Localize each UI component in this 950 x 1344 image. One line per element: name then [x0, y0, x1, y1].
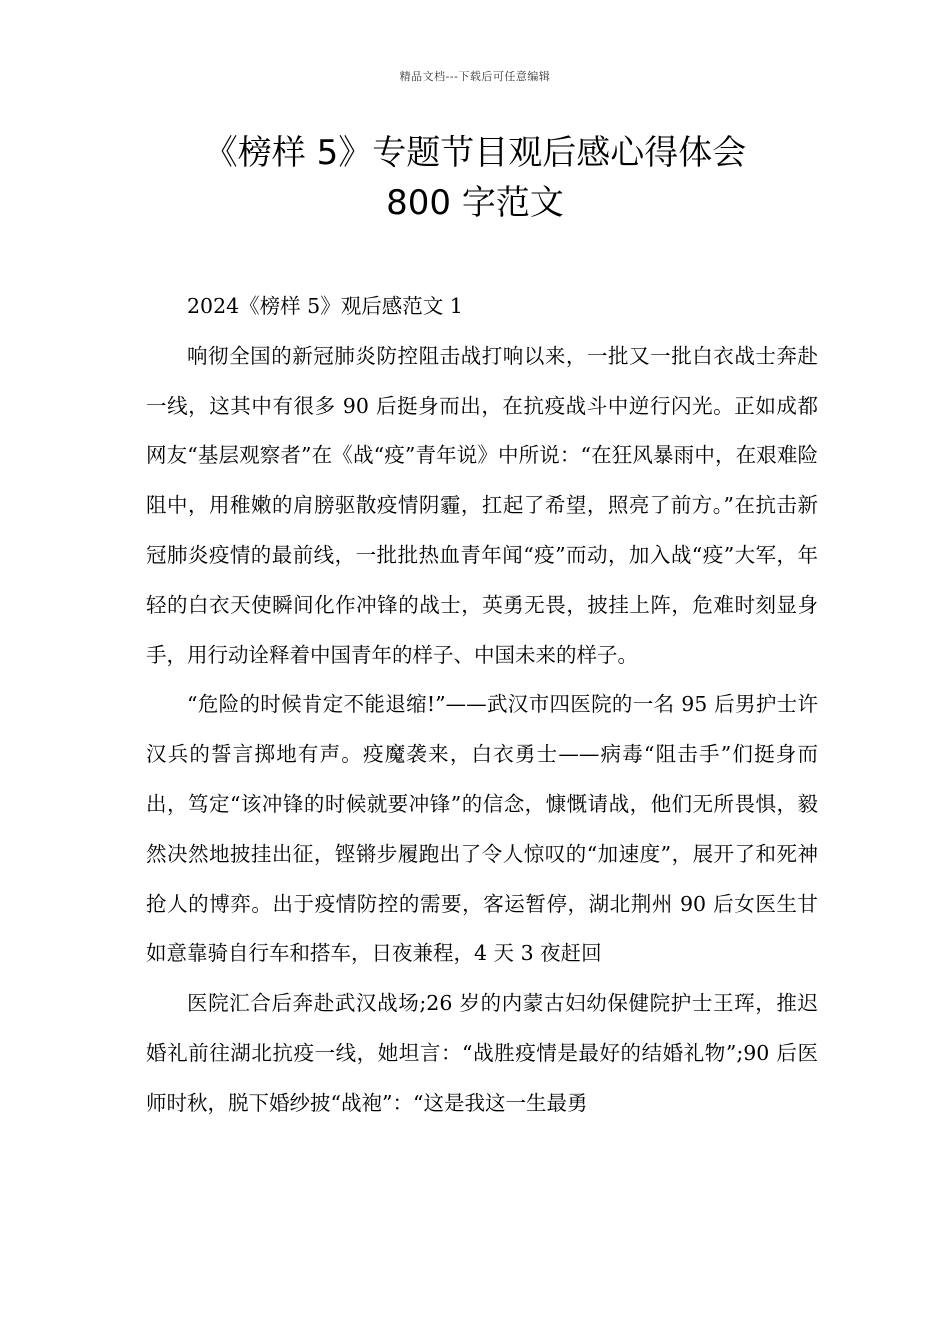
document-title: [100, 128, 850, 228]
title-line-2: 800 字范文: [386, 183, 564, 223]
paragraph-3: 医院汇合后奔赴武汉战场;26 岁的内蒙古妇幼保健院护士王珲，推迟婚礼前往湖北抗疫一线，她坦言：“战胜疫情是最好的结婚礼物”;90 后医师时秋，脱下婚纱披“战袍”：“这是我这一生最勇: [146, 991, 818, 1115]
paragraph-1: 响彻全国的新冠肺炎防控阻击战打响以来，一批又一批白衣战士奔赴一线，这其中有很多 90 后挺身而出，在抗疫战斗中逆行闪光。正如成都网友“基层观察者”在《战“疫”青年说》中所说：“在狂风暴雨中，在艰难险阻中，用稚嫩的肩膀驱散疫情阴霾，扛起了希望，照亮了前方。”在抗击新冠肺炎疫情的最前线，一批批热血青年闻“疫”而动，加入战“疫”大军，年轻的白衣天使瞬间化作冲锋的战士，英勇无畏，披挂上阵，危难时刻显身手，用行动诠释着中国青年的样子、中国未来的样子。: [146, 343, 818, 667]
title-line-1: 《榜样 5》专题节目观后感心得体会: [203, 133, 747, 173]
header-note: 精品文档---下载后可任意编辑: [399, 70, 551, 83]
paragraph-2: “危险的时候肯定不能退缩!”——武汉市四医院的一名 95 后男护士许汉兵的誓言掷地有声。疫魔袭来，白衣勇士——病毒“阻击手”们挺身而出，笃定“该冲锋的时候就要冲锋”的信念，慷慨请战，他们无所畏惧，毅然决然地披挂出征，铿锵步履跑出了令人惊叹的“加速度”，展开了和死神抢人的博弈。出于疫情防控的需要，客运暂停，湖北荆州 90 后女医生甘如意靠骑自行车和搭车，日夜兼程，4 天 3 夜赶回: [146, 692, 818, 966]
document-body: [146, 282, 818, 1129]
section-subheading: 2024《榜样 5》观后感范文 1: [187, 294, 463, 318]
